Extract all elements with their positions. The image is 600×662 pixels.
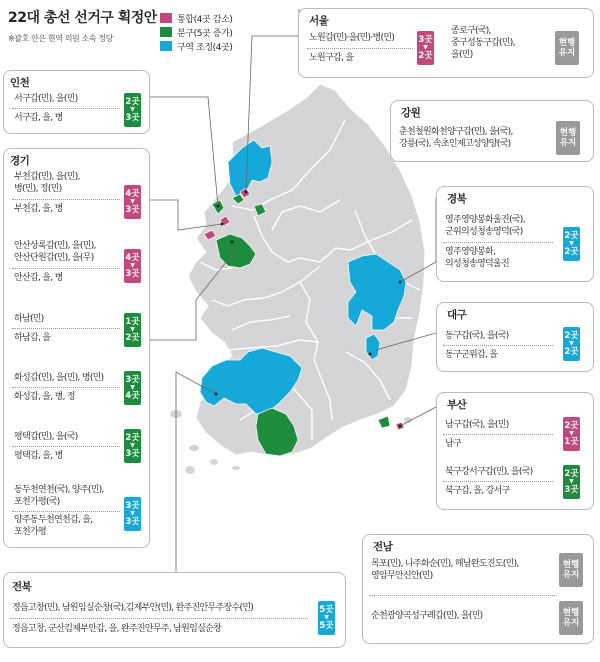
region-title: 경기 xyxy=(10,155,30,167)
divider xyxy=(12,108,120,109)
new-districts: 화성갑, 을, 병, 정 xyxy=(14,392,75,402)
status-badge-unchanged: 현행 유지 xyxy=(559,553,583,587)
new-districts: 동구군위갑, 을 xyxy=(445,350,498,360)
current-districts: 부천갑(민), 을(민), xyxy=(14,172,80,182)
divider xyxy=(12,446,120,447)
region-title: 경북 xyxy=(447,193,467,205)
seat-change-badge: 1곳 ▼ 2곳 xyxy=(124,313,141,347)
legend-item-merge xyxy=(160,11,232,25)
divider xyxy=(12,199,120,200)
current-districts: 동구갑(국), 을(국) xyxy=(445,331,509,341)
current-districts: 영주영양봉화울진(국), xyxy=(445,215,525,225)
new-districts: 북구갑, 을, 강서구 xyxy=(445,486,510,496)
current-districts: 안산단원갑(민), 을(무) xyxy=(14,253,94,263)
unchanged-districts: 춘천철원화천양구갑(민), 을(국), xyxy=(399,127,513,137)
region-busan-buk xyxy=(378,416,390,428)
region-title: 부산 xyxy=(447,399,467,411)
region-title: 전남 xyxy=(373,541,393,553)
legend-swatch xyxy=(160,41,172,51)
current-districts: 노원갑(민)·을(민)·병(민) xyxy=(309,33,395,43)
divider xyxy=(443,481,553,482)
divider xyxy=(12,387,120,388)
current-districts: 서구갑(민), 을(민) xyxy=(14,94,78,104)
unchanged-districts: 강릉(국), 속초인제고성양양(국) xyxy=(399,139,511,149)
current-districts: 평택갑(민), 을(국) xyxy=(14,432,78,442)
new-districts: 하남갑, 을 xyxy=(14,333,51,343)
new-districts: 포천가평 xyxy=(14,527,46,537)
new-districts: 남구 xyxy=(445,439,461,449)
unchanged-districts: 을(민) xyxy=(451,50,473,60)
new-districts: 의성청송영덕울진 xyxy=(445,259,509,269)
divider xyxy=(12,511,120,512)
island-shape xyxy=(189,445,199,451)
gyeonggi-panel xyxy=(3,148,150,548)
divider xyxy=(443,434,553,435)
seoul-panel xyxy=(298,8,594,78)
island-shape xyxy=(232,466,240,470)
new-districts: 양주동두천연천갑, 을, xyxy=(14,515,93,525)
divider xyxy=(10,618,308,619)
status-badge-unchanged: 현행 유지 xyxy=(555,31,579,65)
page-title: 22대 총선 선거구 획정안 xyxy=(8,10,157,26)
new-districts: 부천갑, 을, 병 xyxy=(14,204,63,214)
new-districts: 평택갑, 을, 병 xyxy=(14,451,63,461)
region-title: 강원 xyxy=(401,107,421,119)
current-districts: 화성갑(민), 을(민), 병(민) xyxy=(14,373,104,383)
seat-change-badge: 2곳 ▼ 3곳 xyxy=(124,93,141,127)
current-districts: 남구갑(국), 을(민) xyxy=(445,420,509,430)
unchanged-districts: 순천광양곡성구례갑(민), 을(민) xyxy=(371,611,483,621)
new-districts: 영주영양봉화, xyxy=(445,247,496,257)
unchanged-districts: 중구성동구갑(민), xyxy=(451,38,515,48)
seat-change-badge: 3곳 ▼ 4곳 xyxy=(124,371,141,405)
island-shape xyxy=(185,466,195,474)
seat-change-badge: 2곳 ▼ 3곳 xyxy=(563,465,580,499)
current-districts: 안산상록갑(민), 을(민), xyxy=(14,241,96,251)
seat-change-badge: 5곳 ▼ 5곳 xyxy=(318,601,335,635)
seat-change-badge: 2곳 ▼ 2곳 xyxy=(563,227,580,261)
unchanged-districts: 종로구(국), xyxy=(451,26,491,36)
divider xyxy=(443,242,553,243)
divider xyxy=(369,595,555,596)
divider xyxy=(307,48,413,49)
current-districts: 포천가평(국) xyxy=(14,497,60,507)
gangwon-panel xyxy=(390,100,594,162)
region-title: 대구 xyxy=(447,309,467,321)
jeonnam-panel xyxy=(362,534,594,644)
current-districts: 정읍고창(민), 남원임실순창(국),김제부안(민), 완주진안무주장수(민) xyxy=(12,603,254,613)
seat-change-badge: 3곳 ▼ 2곳 xyxy=(417,31,434,65)
legend-label: 통합(4곳 감소) xyxy=(177,14,233,25)
current-districts: 병(민), 정(민) xyxy=(14,184,62,194)
unchanged-districts: 영암무안신안(민) xyxy=(371,571,433,581)
seat-change-badge: 2곳 ▼ 1곳 xyxy=(563,417,580,451)
legend-label: 구역 조정(4곳) xyxy=(177,42,233,53)
legend-swatch xyxy=(160,13,172,23)
current-districts: 동두천연천(국), 양주(민), xyxy=(14,485,104,495)
map-legend xyxy=(160,11,232,53)
new-districts: 서구갑, 을, 병 xyxy=(14,113,63,123)
seat-change-badge: 2곳 ▼ 3곳 xyxy=(124,429,141,463)
region-title: 인천 xyxy=(10,77,30,89)
jeonbuk-panel xyxy=(3,572,346,648)
unchanged-districts: 목포(민), 나주화순(민), 해남완도진도(민), xyxy=(371,559,519,569)
seat-change-badge: 4곳 ▼ 3곳 xyxy=(124,249,141,283)
status-badge-unchanged: 현행 유지 xyxy=(556,121,580,155)
status-badge-unchanged: 현행 유지 xyxy=(559,601,583,635)
gyeongbuk-panel xyxy=(436,186,594,282)
seat-change-badge: 2곳 ▼ 2곳 xyxy=(563,327,580,361)
new-districts: 안산갑, 을, 병 xyxy=(14,273,63,283)
new-districts: 정읍고창, 군산김제부안갑, 을, 완주진안무주, 남원임실순창 xyxy=(12,624,222,634)
daegu-panel xyxy=(436,302,594,372)
new-districts: 노원구갑, 을 xyxy=(309,53,354,63)
party-note: ※괄호 안은 현역 의원 소속 정당 xyxy=(8,34,113,43)
current-districts: 북구강서구갑(민), 을(국) xyxy=(445,467,533,477)
region-title: 전북 xyxy=(12,581,32,593)
region-title: 서울 xyxy=(309,15,329,27)
current-districts: 군위의성청송영덕(국) xyxy=(445,227,523,237)
divider xyxy=(12,268,120,269)
legend-item-adjust xyxy=(160,39,232,53)
seat-change-badge: 4곳 ▼ 3곳 xyxy=(124,185,141,219)
legend-swatch xyxy=(160,27,172,37)
incheon-panel xyxy=(3,70,150,134)
divider xyxy=(443,345,553,346)
legend-item-split xyxy=(160,25,232,39)
island-shape xyxy=(210,459,218,465)
busan-panel xyxy=(436,392,594,510)
legend-label: 분구(5곳 증가) xyxy=(177,28,233,39)
current-districts: 하남(민) xyxy=(14,314,44,324)
seat-change-badge: 3곳 ▼ 3곳 xyxy=(124,497,141,531)
divider xyxy=(12,328,120,329)
